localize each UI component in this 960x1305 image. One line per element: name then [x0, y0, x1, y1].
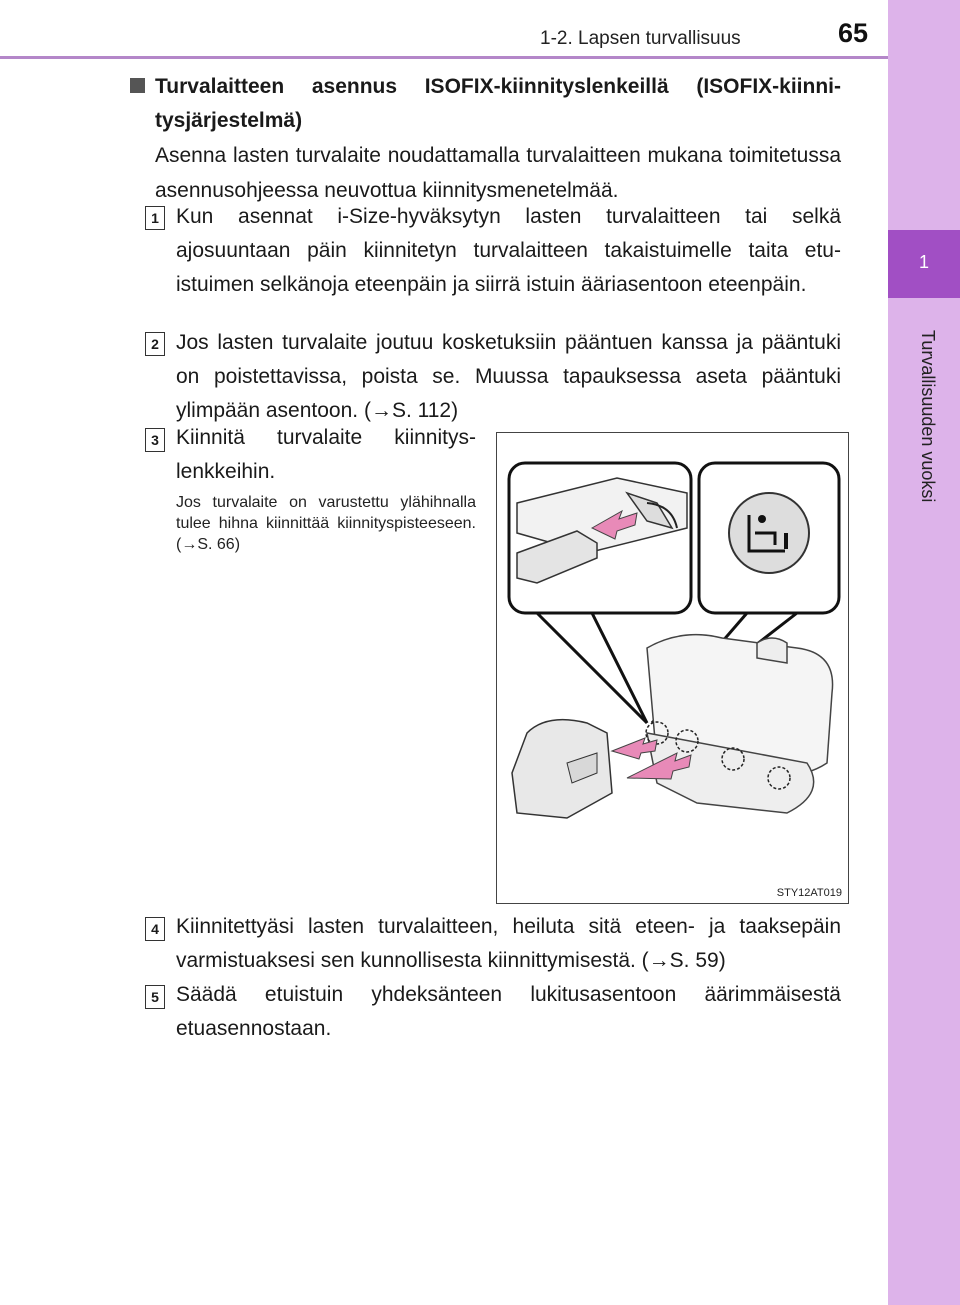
isofix-anchor-detail — [509, 463, 691, 613]
chapter-label: Turvallisuuden vuoksi — [918, 330, 938, 503]
isofix-illustration — [497, 433, 848, 903]
running-header-section: 1-2. Lapsen turvallisuus — [540, 28, 741, 49]
step-number-4: 4 — [145, 917, 165, 941]
isofix-installation-figure — [496, 432, 849, 904]
step-text-2: Jos lasten turvalaite joutuu kosketuksiin pääntuen kanssa ja pääntuki on poistettavissa, poista se. Muussa tapauksessa aseta pääntuki ylimpään asentoon. (→S. 112) — [176, 331, 841, 422]
step-text-1: Kun asennat i-Size-hyväksytyn lasten turvalaitteen tai selkä ajosuuntaan päin kiinnitetyn turvalaitteen takaistuimelle taita etuistuimen selkänoja eteenpäin ja siirrä istuin ääriasentoon eteenpäin. — [176, 205, 841, 296]
step-number-2: 2 — [145, 332, 165, 356]
isofix-symbol-detail — [699, 463, 839, 613]
rear-seat-illustration — [646, 635, 833, 813]
step-3-note: Jos turvalaite on varustettu ylähihnalla tulee hihna kiinnittää kiinnityspisteeseen. (→S. 66) — [176, 494, 476, 553]
child-seat-illustration — [512, 720, 612, 818]
step-text-4: Kiinnitettyäsi lasten turvalaitteen, heiluta sitä eteen- ja taaksepäin varmistuaksesi sen kunnollisesta kiinnittymisestä. (→S. 59) — [176, 915, 841, 972]
step-text-5: Säädä etuistuin yhdeksänteen lukitusasentoon äärimmäisestä etuasennostaan. — [176, 983, 841, 1040]
step-text-3: Kiinnitä turvalaite kiinnityslenkkeihin. — [176, 426, 476, 483]
step-number-1: 1 — [145, 206, 165, 230]
chapter-side-tab — [888, 0, 960, 1305]
header-rule — [0, 56, 888, 59]
page-number: 65 — [838, 18, 869, 48]
intro-paragraph: Asenna lasten turvalaite noudattamalla turvalaitteen mukana toimitetussa asennusohjeessa neuvottua kiinnitysmenetelmää. — [155, 144, 841, 202]
figure-code: STY12AT019 — [776, 887, 842, 899]
heading-bullet-icon — [130, 78, 145, 93]
chapter-number: 1 — [918, 252, 929, 272]
step-number-5: 5 — [145, 985, 165, 1009]
step-number-3: 3 — [145, 428, 165, 452]
section-heading: Turvalaitteen asennus ISOFIX-kiinnityslenkeillä (ISOFIX-kiinnitysjärjestelmä) — [155, 75, 841, 132]
